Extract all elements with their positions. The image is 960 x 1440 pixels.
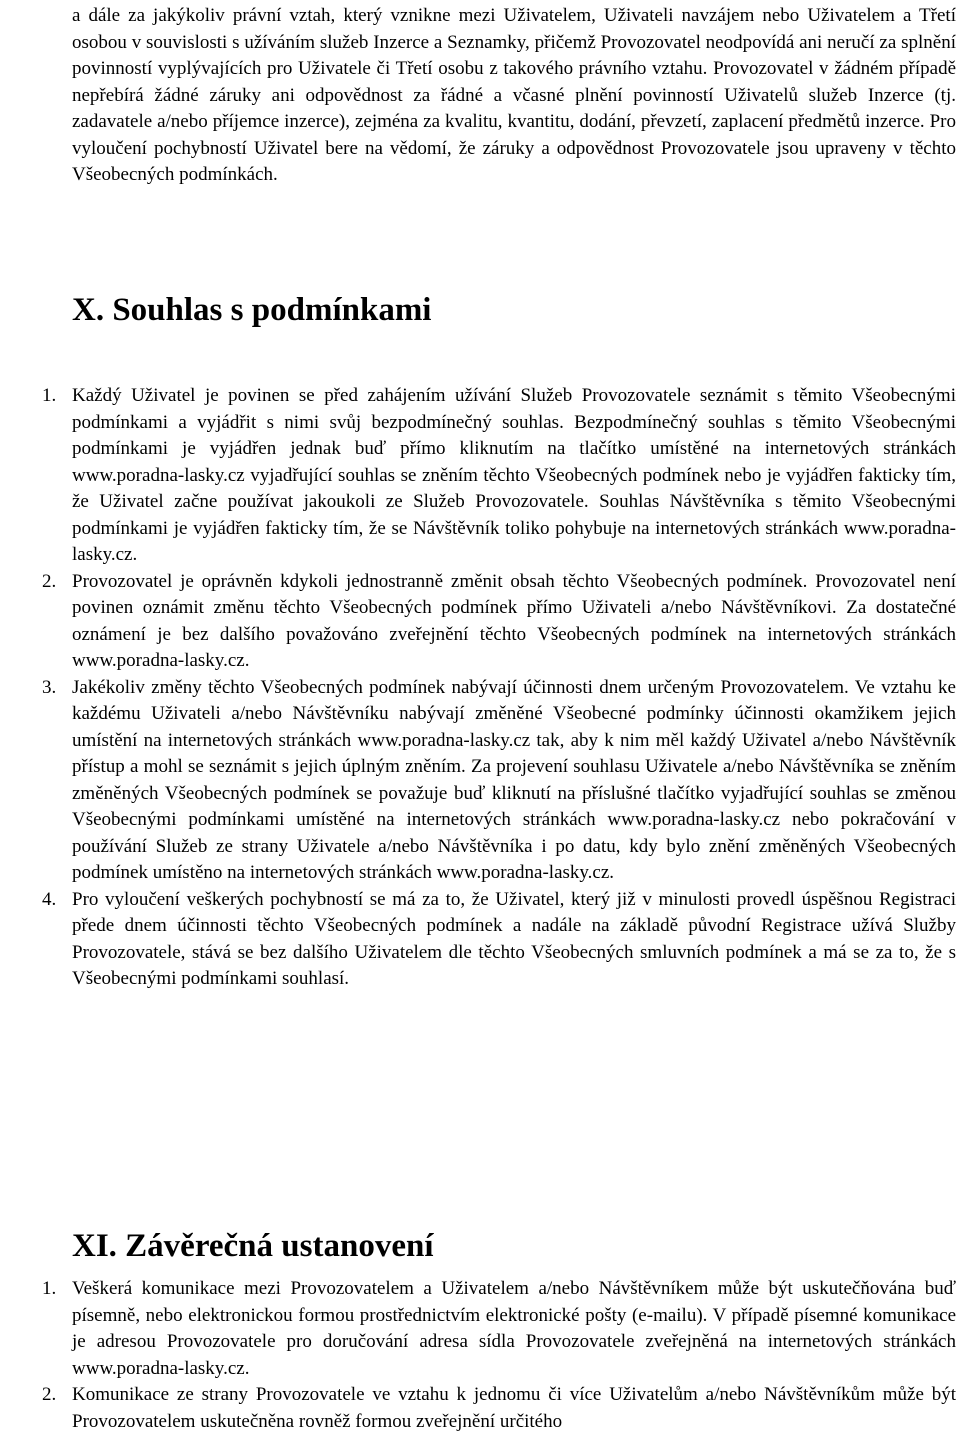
list-item-number: 2.: [42, 1384, 57, 1405]
list-item: [42, 1382, 956, 1435]
section-heading-xi: XI. Závěrečná ustanovení: [72, 1228, 434, 1264]
intro-paragraph: a dále za jakýkoliv právní vztah, který vznikne mezi Uživatelem, Uživateli navzájem nebo Uživatelem a Třetí osobou v souvislosti s užíváním služeb Inzerce a Seznamky, přičemž Provozovatel neodpovídá ani neručí za splnění povinností vyplývajících pro Uživatele či Třetí osobu z takového právního vztahu. Provozovatel v žádném případě nepřebírá žádné záruky ani odpovědnost za řádné a včasné plnění povinností Uživatelů služeb Inzerce (tj. zadavatele a/nebo příjemce inzerce), zejména za kvalitu, kvantitu, dodání, převzetí, zaplacení předmětů inzerce. Pro vyloučení pochybností Uživatel bere na vědomí, že záruky a odpovědnost Provozovatele jsou upraveny v těchto Všeobecných podmínkách.: [72, 5, 956, 185]
list-item-text: Jakékoliv změny těchto Všeobecných podmínek nabývají účinnosti dnem určeným Provozovatelem. Ve vztahu ke každému Uživateli a/nebo Návštěvníku nabývají změněné Všeobecné podmínky účinnosti okamžikem jejich umístění na internetových stránkách www.poradna-lasky.cz tak, aby k nim měl každý Uživatel a/nebo Návštěvník přístup a mohl se seznámit s jejich úplným zněním. Za projevení souhlasu Uživatele a/nebo Návštěvníka se zněním změněných Všeobecných podmínek se považuje buď kliknutí na příslušné tlačítko vyjadřující souhlas se změnou Všeobecnými podmínkami umístěné na internetových stránkách www.poradna-lasky.cz nebo pokračování v používání Služeb ze strany Uživatele a/nebo Návštěvníka i po datu, kdy bylo znění změněných Všeobecných podmínek umístěno na internetových stránkách www.poradna-lasky.cz.: [72, 676, 956, 883]
list-item: [42, 675, 956, 887]
list-item-text: Provozovatel je oprávněn kdykoli jednostranně změnit obsah těchto Všeobecných podmínek. Provozovatel není povinen oznámit změnu těchto Všeobecných podmínek přímo Uživateli a/nebo Návštěvníkovi. Za dostatečné oznámení je bez dalšího považováno zveřejnění těchto Všeobecných podmínek na internetových stránkách www.poradna-lasky.cz.: [72, 570, 956, 671]
list-item-text: Komunikace ze strany Provozovatele ve vztahu k jednomu či více Uživatelům a/nebo Návštěvníkům může být Provozovatelem uskutečněna rovněž formou zveřejnění určitého: [72, 1384, 956, 1432]
section-xi-list: [42, 1276, 956, 1435]
list-item-text: Každý Uživatel je povinen se před zahájením užívání Služeb Provozovatele seznámit s těmito Všeobecnými podmínkami a vyjádřit s nimi svůj bezpodmínečný souhlas. Bezpodmínečný souhlas s těmito Všeobecnými podmínkami je vyjádřen jednak buď přímo kliknutím na tlačítko umístěné na internetových stránkách www.poradna-lasky.cz vyjadřující souhlas se zněním těchto Všeobecných podmínek nebo je vyjádřen fakticky tím, že Uživatel začne používat jakoukoli ze Služeb Provozovatele. Souhlas Návštěvníka s těmito Všeobecnými podmínkami je vyjádřen fakticky tím, že se Návštěvník toliko pohybuje na internetových stránkách www.poradna-lasky.cz.: [72, 385, 956, 565]
list-item: [42, 383, 956, 569]
list-item-text: Pro vyloučení veškerých pochybností se má za to, že Uživatel, který již v minulosti provedl úspěšnou Registraci přede dnem účinnosti těchto Všeobecných podmínek a nadále na základě původní Registrace užívá Služby Provozovatele, stává se bez dalšího Uživatelem dle těchto Všeobecných smluvních podmínek a má se za to, že s Všeobecnými podmínkami souhlasí.: [72, 888, 956, 989]
list-item-number: 4.: [42, 888, 57, 910]
list-item: [42, 569, 956, 675]
list-item-text: Veškerá komunikace mezi Provozovatelem a Uživatelem a/nebo Návštěvníkem může být uskutečňována buď písemně, nebo elektronickou formou prostřednictvím elektronické pošty (e-mailu). V případě písemné komunikace je adresou Provozovatele pro doručování adresa sídla Provozovatele zveřejněná na internetových stránkách www.poradna-lasky.cz.: [72, 1278, 956, 1379]
list-item-number: 3.: [42, 676, 57, 698]
list-item-number: 1.: [42, 1278, 57, 1299]
list-item-number: 2.: [42, 570, 57, 592]
list-item: [42, 1276, 956, 1382]
list-item: [42, 887, 956, 993]
section-x-list: [42, 383, 956, 993]
list-item-number: 1.: [42, 385, 57, 406]
section-heading-x: X. Souhlas s podmínkami: [72, 292, 432, 328]
